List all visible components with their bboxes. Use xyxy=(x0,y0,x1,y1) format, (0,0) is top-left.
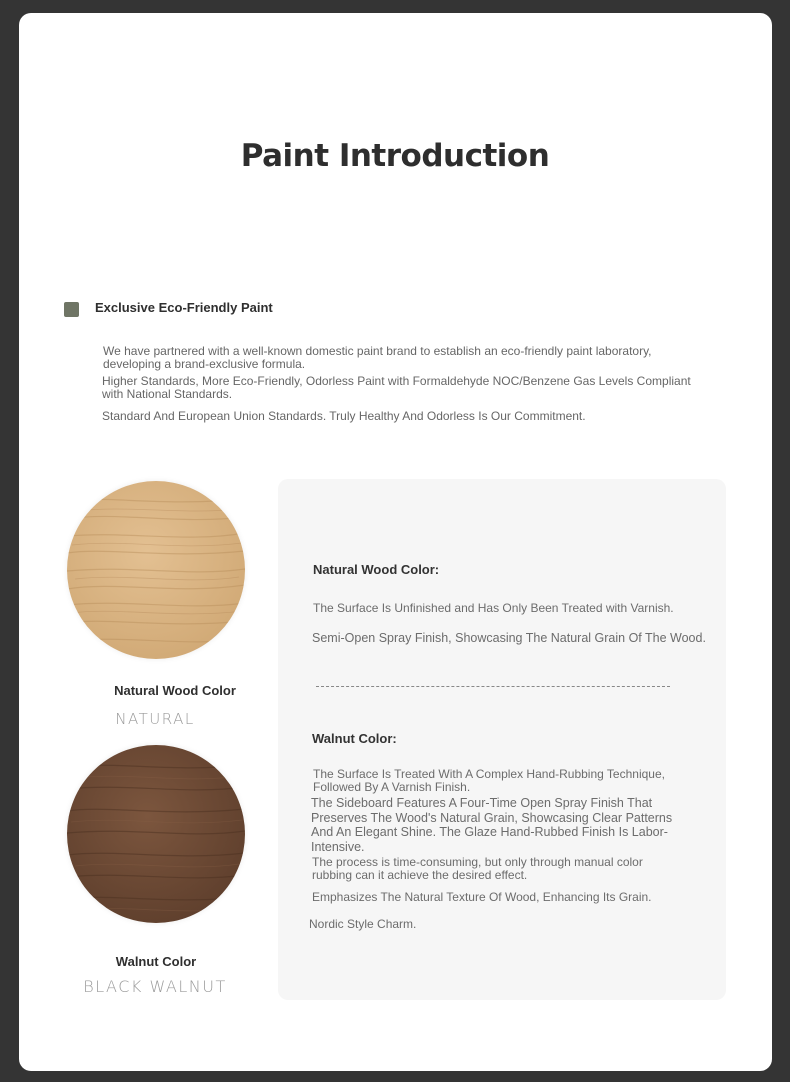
walnut-wood-name: Walnut Color xyxy=(115,954,197,969)
natural-wood-swatch xyxy=(67,481,245,659)
walnut-details-heading: Walnut Color: xyxy=(312,731,397,746)
intro-paragraph-3: Standard And European Union Standards. Truly Healthy And Odorless Is Our Commitment. xyxy=(102,409,586,423)
natural-details-line-1: The Surface Is Unfinished and Has Only Been Treated with Varnish. xyxy=(313,601,674,615)
walnut-details-line-2: The Sideboard Features A Four-Time Open Spray Finish That Preserves The Wood's Natural Grain, Showcasing Clear Patterns And An Elegant Shine. The Glaze Hand-Rubbed Finish Is Labor-Intensive. xyxy=(311,796,673,854)
walnut-details-line-5: Nordic Style Charm. xyxy=(309,917,417,931)
section-heading: Exclusive Eco-Friendly Paint xyxy=(95,300,273,315)
walnut-details-line-3: The process is time-consuming, but only through manual color rubbing can it achieve the desired effect. xyxy=(312,855,643,882)
intro-paragraph-1: We have partnered with a well-known domestic paint brand to establish an eco-friendly paint laboratory, developing a brand-exclusive formula. xyxy=(103,344,652,371)
intro-paragraph-2: Higher Standards, More Eco-Friendly, Odorless Paint with Formaldehyde NOC/Benzene Gas Levels Compliant with National Standards. xyxy=(102,374,691,401)
walnut-details-line-4: Emphasizes The Natural Texture Of Wood, Enhancing Its Grain. xyxy=(312,890,652,904)
natural-details-heading: Natural Wood Color: xyxy=(313,562,440,577)
walnut-details-line-1: The Surface Is Treated With A Complex Hand-Rubbing Technique, Followed By A Varnish Finish. xyxy=(313,767,665,794)
divider xyxy=(316,686,670,687)
walnut-wood-swatch xyxy=(67,745,245,923)
natural-details-line-2: Semi-Open Spray Finish, Showcasing The Natural Grain Of The Wood. xyxy=(312,631,706,645)
natural-wood-code: NATURAL xyxy=(115,710,195,728)
section-marker-icon xyxy=(64,302,79,317)
walnut-wood-code: BLACK WALNUT xyxy=(83,977,227,996)
page-title: Paint Introduction xyxy=(240,138,550,174)
natural-wood-name: Natural Wood Color xyxy=(114,683,236,698)
